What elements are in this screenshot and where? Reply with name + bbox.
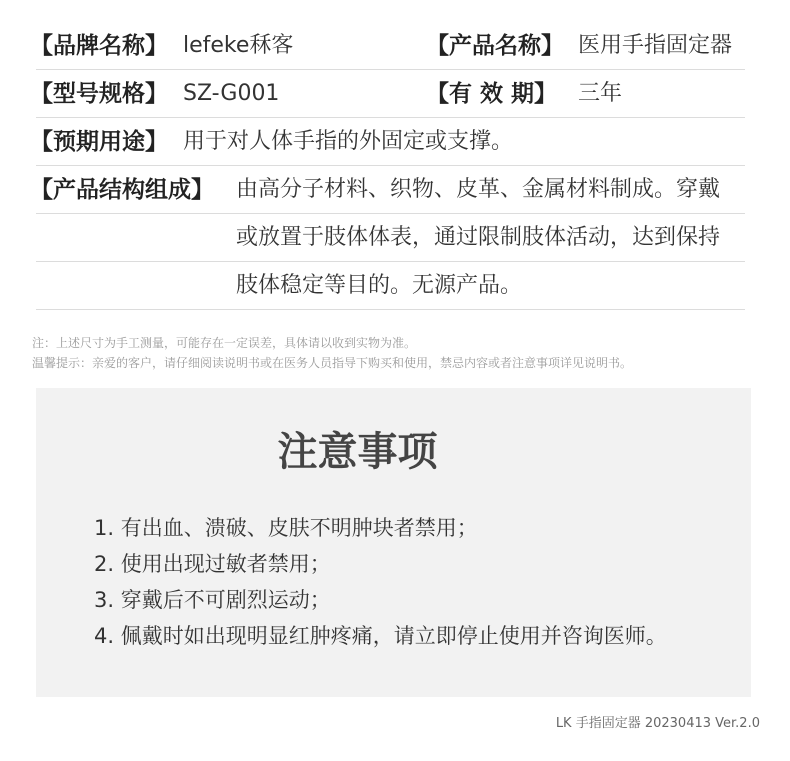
spec-row-model <box>30 70 745 118</box>
intended-use-value: 用于对人体手指的外固定或支撑。 <box>183 129 514 154</box>
spec-row-composition-3 <box>36 262 745 310</box>
validity-value: 三年 <box>578 81 623 106</box>
model-value: SZ-G001 <box>183 81 280 106</box>
spec-row-composition-2 <box>36 214 745 262</box>
caution-item: 1. 有出血、溃破、皮肤不明肿块者禁用； <box>94 516 478 540</box>
reminder-note: 温馨提示：亲爱的客户，请仔细阅读说明书或在医务人员指导下购买和使用，禁忌内容或者注意事项详见说明书。 <box>32 356 633 370</box>
validity-label: 【有 效 期】 <box>426 81 558 107</box>
spec-row-brand <box>30 22 745 70</box>
product-name-label: 【产品名称】 <box>426 33 564 59</box>
brand-label: 【品牌名称】 <box>30 33 168 59</box>
composition-label: 【产品结构组成】 <box>30 177 214 203</box>
caution-list <box>94 510 667 654</box>
caution-title: 注意事项 <box>277 429 438 475</box>
product-name-value: 医用手指固定器 <box>578 33 733 58</box>
brand-value: lefeke秝客 <box>183 33 294 58</box>
caution-item: 2. 使用出现过敏者禁用； <box>94 552 331 576</box>
spec-row-composition-1 <box>30 166 745 214</box>
spec-table <box>30 22 745 310</box>
caution-item: 4. 佩戴时如出现明显红肿疼痛，请立即停止使用并咨询医师。 <box>94 624 667 648</box>
measurement-note: 注：上述尺寸为手工测量，可能存在一定误差，具体请以收到实物为准。 <box>32 336 417 350</box>
notes <box>32 333 632 373</box>
composition-line: 由高分子材料、织物、皮革、金属材料制成。穿戴 <box>236 177 721 202</box>
version-footer: LK 手指固定器 20230413 Ver.2.0 <box>555 716 760 731</box>
spec-row-intended-use <box>30 118 745 166</box>
caution-item: 3. 穿戴后不可剧烈运动； <box>94 588 331 612</box>
intended-use-label: 【预期用途】 <box>30 129 168 155</box>
composition-line: 肢体稳定等目的。无源产品。 <box>236 273 523 298</box>
composition-line: 或放置于肢体体表，通过限制肢体活动，达到保持 <box>236 225 721 250</box>
model-label: 【型号规格】 <box>30 81 168 107</box>
